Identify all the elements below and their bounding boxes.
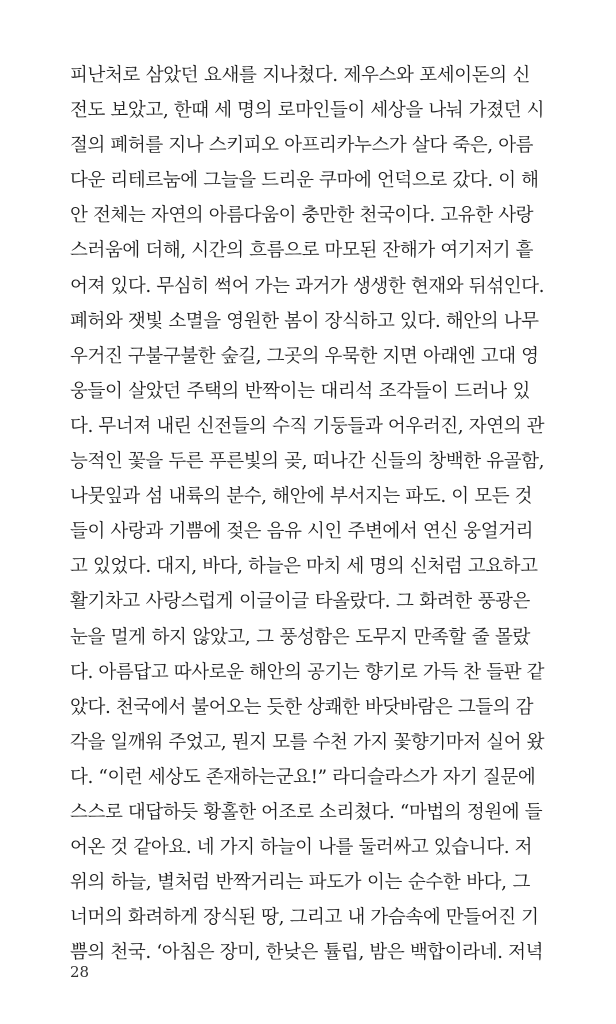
text-line: 어온 것 같아요. 네 가지 하늘이 나를 둘러싸고 있습니다. 저 bbox=[70, 837, 533, 859]
text-line: 안 전체는 자연의 아름다움이 충만한 천국이다. 고유한 사랑 bbox=[70, 205, 534, 227]
text-line: 다. 아름답고 따사로운 해안의 공기는 향기로 가득 찬 들판 같 bbox=[70, 661, 545, 683]
text-line: 쁨의 천국. ‘아침은 장미, 한낮은 튤립, 밤은 백합이라네. 저녁 bbox=[70, 942, 544, 964]
text-line: 나뭇잎과 섬 내륙의 분수, 해안에 부서지는 파도. 이 모든 것 bbox=[70, 486, 533, 508]
text-line: 각을 일깨워 주었고, 뭔지 모를 수천 가지 꽃향기마저 실어 왔 bbox=[70, 731, 545, 753]
text-line: 스러움에 더해, 시간의 흐름으로 마모된 잔해가 여기저기 흩 bbox=[70, 240, 534, 262]
text-line: 웅들이 살았던 주택의 반짝이는 대리석 조각들이 드러나 있 bbox=[70, 380, 530, 402]
text-line: 았다. 천국에서 불어오는 듯한 상쾌한 바닷바람은 그들의 감 bbox=[70, 696, 534, 718]
text-line: 절의 폐허를 지나 스키피오 아프리카누스가 살다 죽은, 아름 bbox=[70, 135, 534, 157]
text-line: 우거진 구불구불한 숲길, 그곳의 우묵한 지면 아래엔 고대 영 bbox=[70, 345, 539, 367]
text-line: 눈을 멀게 하지 않았고, 그 풍성함은 도무지 만족할 줄 몰랐 bbox=[70, 626, 530, 648]
text-line: 전도 보았고, 한때 세 명의 로마인들이 세상을 나눠 가졌던 시 bbox=[70, 100, 545, 122]
text-line: 다. 무너져 내린 신전들의 수직 기둥들과 어우러진, 자연의 관 bbox=[70, 415, 545, 437]
text-line: 고 있었다. 대지, 바다, 하늘은 마치 세 명의 신처럼 고요하고 bbox=[70, 556, 538, 578]
text-line: 다운 리테르눔에 그늘을 드리운 쿠마에 언덕으로 갔다. 이 해 bbox=[70, 170, 539, 192]
text-line: 다. “이런 세상도 존재하는군요!” 라디슬라스가 자기 질문에 bbox=[70, 766, 536, 788]
text-line: 피난처로 삼았던 요새를 지나쳤다. 제우스와 포세이돈의 신 bbox=[70, 65, 530, 86]
text-line: 스스로 대답하듯 황홀한 어조로 소리쳤다. “마법의 정원에 들 bbox=[70, 801, 543, 823]
text-line: 너머의 화려하게 장식된 땅, 그리고 내 가슴속에 만들어진 기 bbox=[70, 907, 539, 929]
body-text bbox=[70, 58, 545, 970]
text-line: 들이 사랑과 기쁨에 젖은 음유 시인 주변에서 연신 웅얼거리 bbox=[70, 521, 534, 543]
text-line: 위의 하늘, 별처럼 반짝거리는 파도가 이는 순수한 바다, 그 bbox=[70, 872, 530, 894]
page-number: 28 bbox=[70, 963, 90, 981]
text-line: 어져 있다. 무심히 썩어 가는 과거가 생생한 현재와 뒤섞인다. bbox=[70, 275, 545, 297]
text-line: 폐허와 잿빛 소멸을 영원한 봄이 장식하고 있다. 해안의 나무 bbox=[70, 310, 539, 332]
text-line: 활기차고 사랑스럽게 이글이글 타올랐다. 그 화려한 풍광은 bbox=[70, 591, 530, 613]
text-line: 능적인 꽃을 두른 푸른빛의 곶, 떠나간 신들의 창백한 유골함, bbox=[70, 451, 545, 473]
